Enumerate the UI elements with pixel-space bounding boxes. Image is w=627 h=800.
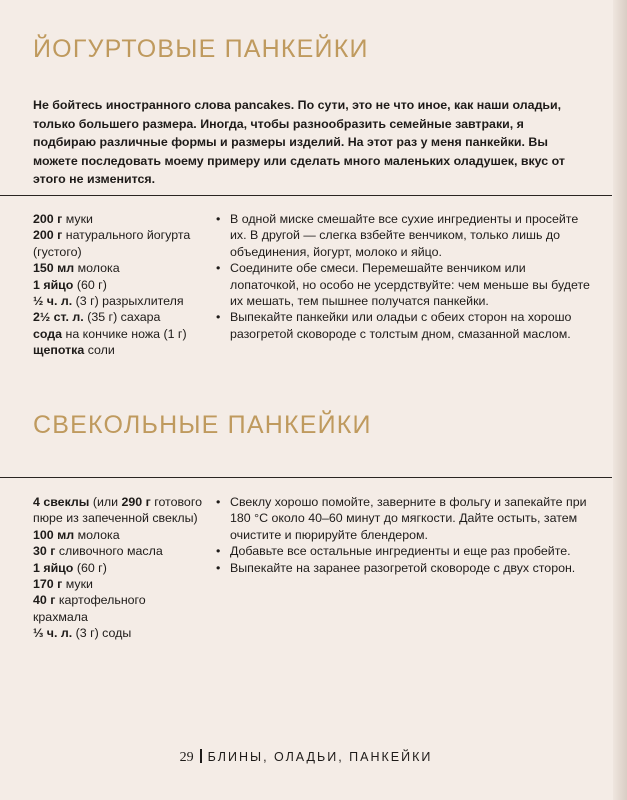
book-spine-shadow [613,0,627,800]
recipe-intro: Не бойтесь иностранного слова pancakes. По сути, это не что иное, как наши оладьи, только большего размера. Иногда, чтобы разнообразить семейные завтраки, я подбираю различные формы и размеры изделий. На этот раз у меня панкейки. Вы можете последовать моему примеру или сделать много маленьких оладушек, вкус от этого не изменится. [33,98,565,187]
ingredient-line: щепотка соли [33,343,115,358]
ingredient-line: сода на кончике ножа (1 г) [33,326,187,341]
steps-list-beet [212,494,597,576]
ingredient-line: ½ ч. л. (3 г) разрыхлителя [33,294,184,309]
ingredient-line: 200 г муки [33,212,93,226]
ingredient-line: 100 мл молока [33,527,120,542]
section-divider [0,477,612,478]
ingredients-list-beet [33,494,218,642]
ingredient-line: 4 свеклы (или 290 г готового пюре из запеченной свеклы) [33,495,202,526]
ingredient-line: 40 г картофельного крахмала [33,593,146,624]
recipe-title-beet-pancakes: СВЕКОЛЬНЫЕ ПАНКЕЙКИ [33,411,372,439]
section-divider [0,195,612,196]
ingredient-line: ⅓ ч. л. (3 г) соды [33,626,132,641]
step-item: • Выпекайте панкейки или оладьи с обеих сторон на хорошо разогретой сковороде с толстым дном, смазанной маслом. [212,309,597,342]
step-item: • Добавьте все остальные ингредиенты и еще раз пробейте. [212,543,597,559]
ingredient-line: 150 мл молока [33,261,120,276]
ingredient-line: 1 яйцо (60 г) [33,277,107,292]
ingredients-list-yogurt [33,211,218,359]
section-name: БЛИНЫ, ОЛАДЬИ, ПАНКЕЙКИ [207,750,433,764]
page-number: 29 [179,750,194,765]
page-footer [0,749,612,766]
step-item: • Соедините обе смеси. Перемешайте венчиком или лопаточкой, но особо не усердствуйте: чем меньше вы будете их мешать, тем пышнее получатся панкейки. [212,260,597,309]
ingredient-line: 200 г натурального йогурта (густого) [33,228,191,259]
step-item: • Выпекайте на заранее разогретой сковороде с двух сторон. [212,560,597,576]
step-item: • Свеклу хорошо помойте, заверните в фольгу и запекайте при 180 °С около 40–60 минут до мягкости. Дайте остыть, затем очистите и пюрируйте блендером. [212,494,597,543]
recipe-title-yogurt-pancakes: ЙОГУРТОВЫЕ ПАНКЕЙКИ [33,35,369,63]
ingredient-line: 170 г муки [33,577,93,592]
footer-separator [200,749,202,763]
ingredient-line: 2½ ст. л. (35 г) сахара [33,310,161,325]
ingredient-line: 30 г сливочного масла [33,544,163,559]
ingredient-line: 1 яйцо (60 г) [33,560,107,575]
step-item: • В одной миске смешайте все сухие ингредиенты и просейте их. В другой — слегка взбейте венчиком, только лишь до объединения, йогурт, молоко и яйцо. [212,211,597,260]
steps-list-yogurt [212,211,597,342]
